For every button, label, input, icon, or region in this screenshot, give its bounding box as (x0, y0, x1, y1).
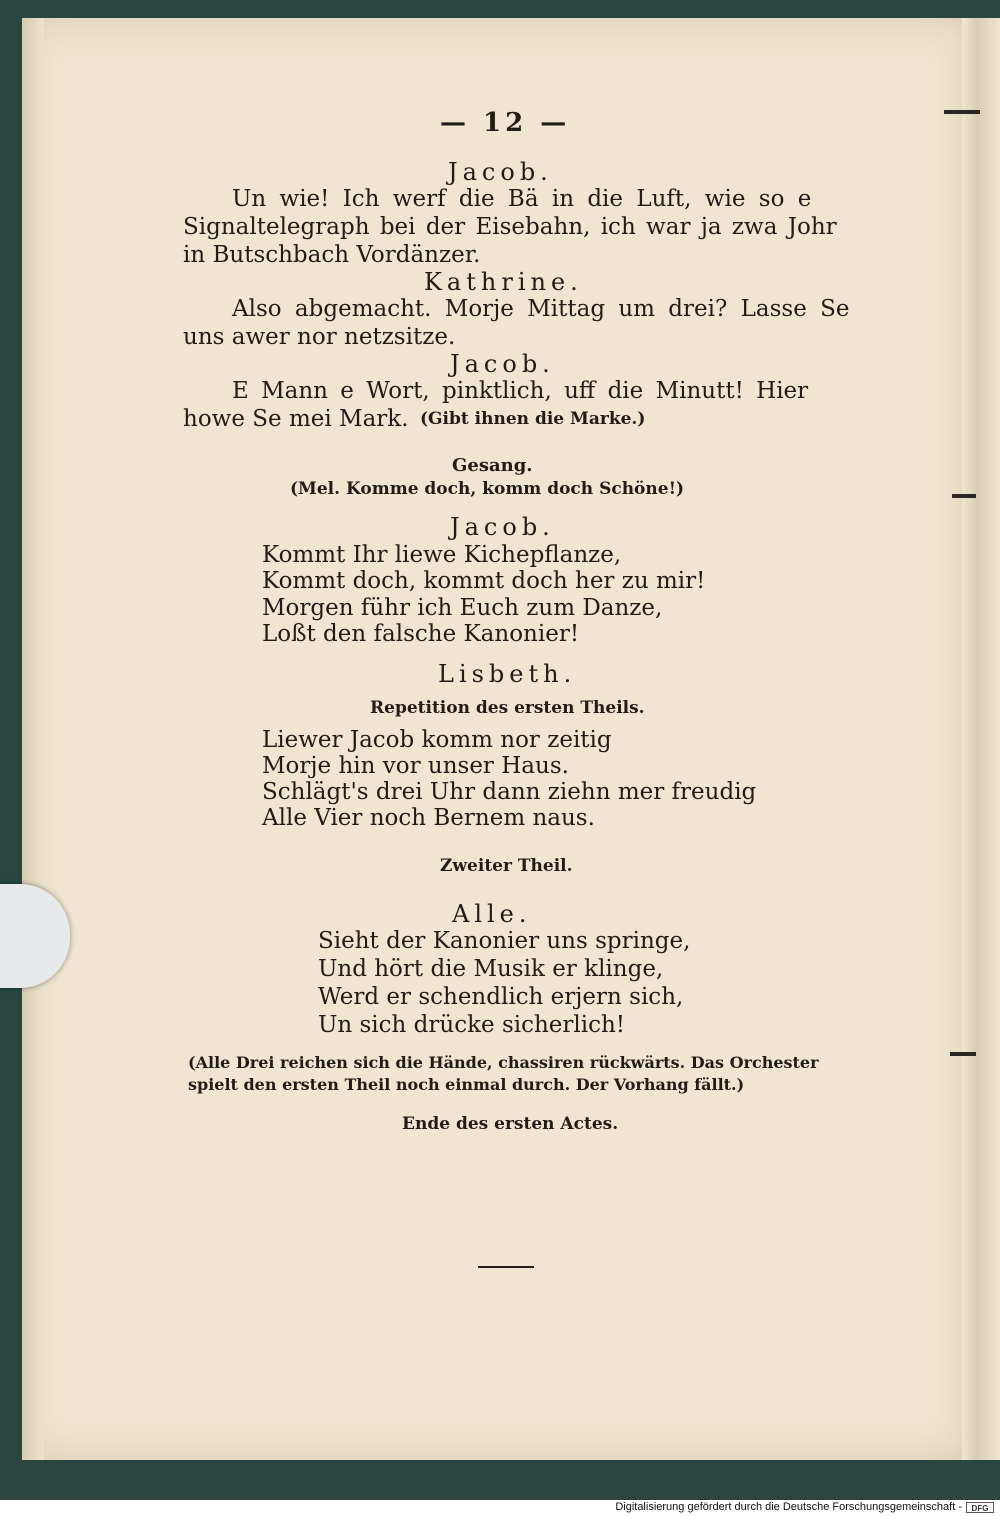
speaker-name: Jacob. (450, 350, 555, 378)
speaker-name: Kathrine. (424, 268, 583, 296)
dialogue-line: in Butschbach Vordänzer. (183, 242, 481, 268)
melody-note: (Mel. Komme doch, komm doch Schöne!) (290, 479, 685, 499)
stage-direction: spielt den ersten Theil noch einmal durch. Der Vorhang fällt.) (188, 1075, 745, 1094)
dfg-logo: DFG (966, 1502, 994, 1513)
verse-line: Schlägt's drei Uhr dann ziehn mer freudig (262, 779, 757, 805)
binding-staple (952, 494, 976, 498)
verse-line: Werd er schendlich erjern sich, (318, 984, 684, 1010)
verse-line: Loßt den falsche Kanonier! (262, 621, 580, 647)
page-number: — 12 — (440, 108, 571, 138)
speaker-name: Jacob. (448, 158, 553, 186)
stage-direction: (Gibt ihnen die Marke.) (420, 409, 646, 429)
speaker-name: Lisbeth. (438, 660, 577, 688)
verse-line: Kommt Ihr liewe Kichepflanze, (262, 542, 622, 568)
act-end: Ende des ersten Actes. (402, 1114, 619, 1134)
verse-line: Und hört die Musik er klinge, (318, 956, 664, 982)
verse-line: Morgen führ ich Euch zum Danze, (262, 595, 663, 621)
dialogue-line: E Mann e Wort, pinktlich, uff die Minutt! Hier (232, 378, 809, 404)
speaker-name: Jacob. (450, 513, 555, 541)
binding-staple (944, 110, 980, 114)
dialogue-line: uns awer nor netzsitze. (183, 324, 456, 350)
dialogue-line: howe Se mei Mark. (183, 406, 409, 432)
page-edge (962, 18, 1000, 1460)
dialogue-line: Un wie! Ich werf die Bä in die Luft, wie so e (232, 186, 812, 212)
binding-staple (950, 1052, 976, 1056)
footer-bar (0, 1500, 1000, 1516)
section-heading: Gesang. (452, 455, 533, 476)
stage-direction: Repetition des ersten Theils. (370, 698, 645, 718)
speaker-name: Alle. (452, 900, 532, 928)
verse-line: Alle Vier noch Bernem naus. (262, 805, 595, 831)
verse-line: Liewer Jacob komm nor zeitig (262, 727, 612, 753)
verse-line: Morje hin vor unser Haus. (262, 753, 569, 779)
page-gutter (22, 18, 44, 1460)
dialogue-line: Signaltelegraph bei der Eisebahn, ich war ja zwa Johr (183, 214, 837, 240)
section-heading: Zweiter Theil. (440, 856, 573, 876)
dialogue-line: Also abgemacht. Morje Mittag um drei? Lasse Se (232, 296, 850, 322)
funding-credit: Digitalisierung gefördert durch die Deutsche Forschungsgemeinschaft - (615, 1501, 962, 1513)
end-rule (478, 1266, 534, 1268)
verse-line: Kommt doch, kommt doch her zu mir! (262, 568, 706, 594)
verse-line: Un sich drücke sicherlich! (318, 1012, 626, 1038)
verse-line: Sieht der Kanonier uns springe, (318, 928, 691, 954)
stage-direction: (Alle Drei reichen sich die Hände, chassiren rückwärts. Das Orchester (188, 1053, 819, 1072)
